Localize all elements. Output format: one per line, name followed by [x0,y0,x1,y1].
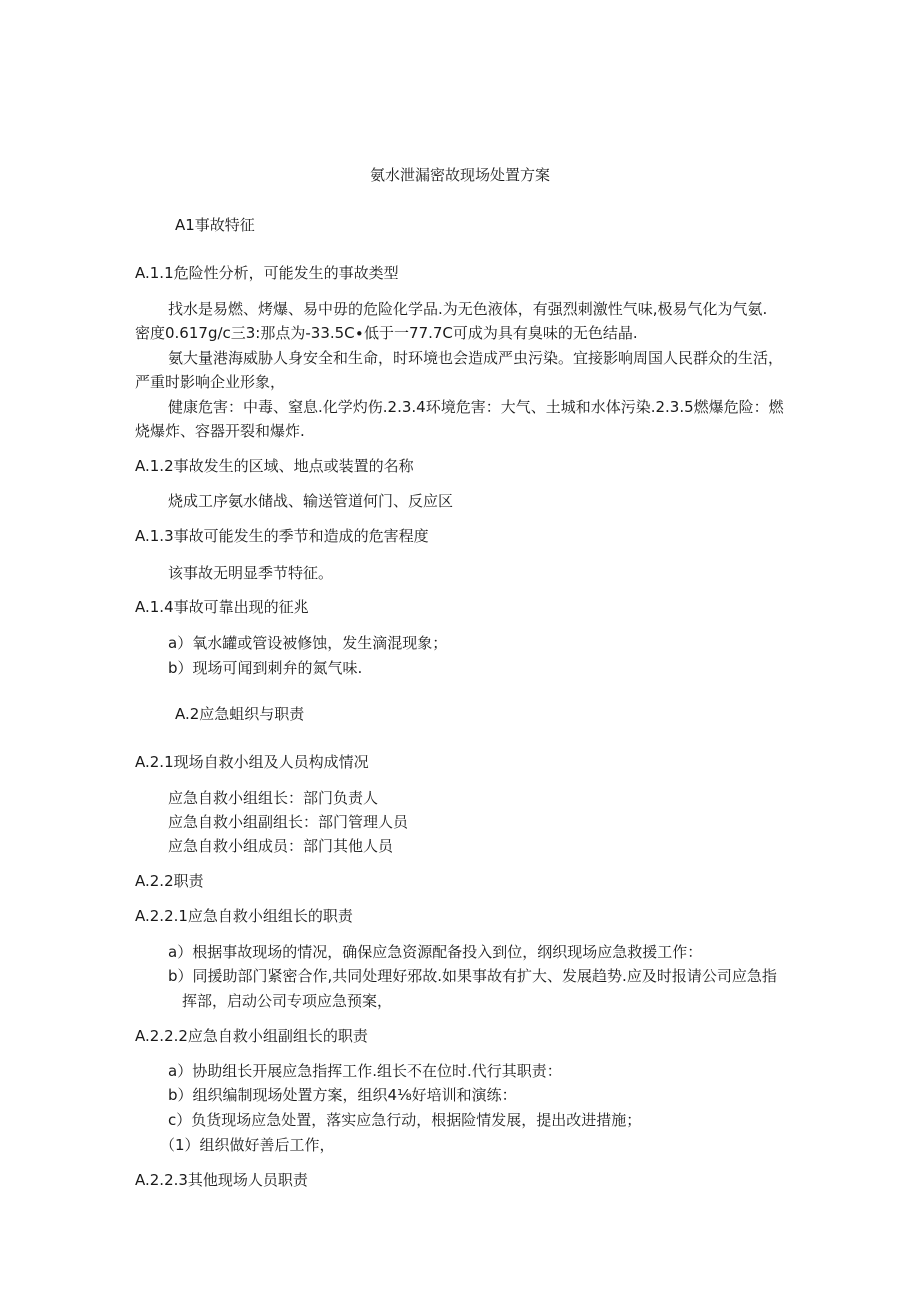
heading-a223: A.2.2.3其他现场人员职责 [135,1171,308,1189]
paragraph-line: 找水是易燃、烤爆、易中毋的危险化学品.为无色液体，有强烈刺激性气味,极易气化为气氨. [168,300,768,318]
heading-a221: A.2.2.1应急自救小组组长的职责 [135,907,353,925]
heading-a12: A.1.2事故发生的区域、地点或装置的名称 [135,457,414,475]
heading-a21: A.2.1现场自救小组及人员构成情况 [135,753,369,771]
heading-a222: A.2.2.2应急自救小组副组长的职责 [135,1027,368,1045]
paragraph-line: 严重时影响企业形象， [135,373,286,391]
section-heading-a1: A1事故特征 [175,216,255,234]
list-item-continuation: 挥部，启动公司专项应急预案， [182,992,393,1010]
paragraph-line: 健康危害：中毒、窒息.化学灼伤.2.3.4环境危害：大气、土城和水体污染.2.3.5燃爆危险：燃 [168,398,784,416]
heading-a22: A.2.2职责 [135,872,204,890]
heading-a11: A.1.1危险性分析，可能发生的事故类型 [135,264,399,282]
document-title: 氨水泄漏密故现场处置方案 [369,166,550,184]
heading-a14: A.1.4事故可靠出现的征兆 [135,598,309,616]
list-item: b）同援助部门紧密合作,共同处理好邪故.如果事故有扩大、发展趋势.应及时报请公司应急指 [168,967,777,985]
list-item: 应急自救小组副组长：部门管理人员 [168,813,409,831]
section-heading-a2: A.2应急蛆织与职责 [175,705,305,723]
list-item: b）组织编制现场处置方案，组织4⅛好培训和演练： [168,1086,517,1104]
list-item: 应急自救小组组长：部门负责人 [168,789,379,807]
paragraph-line: 氨大量港海威胁人身安全和生命，时环境也会造成严虫污染。宜接影响周国人民群众的生活， [168,349,784,367]
list-item: 应急自救小组成员：部门其他人员 [168,837,394,855]
list-item: （1）组织做好善后工作， [160,1136,335,1154]
list-item: b）现场可闻到刺弁的氮气味. [168,659,363,677]
paragraph-line: 该事故无明显季节特征。 [168,564,334,582]
list-item: a）协助组长开展应急指挥工作.组长不在位时.代行其职责： [168,1062,562,1080]
paragraph-line: 烧爆炸、容器开裂和爆炸. [135,422,305,440]
list-item: a）根据事故现场的情况，确保应急资源配备投入到位，纲织现场应急救援工作： [168,943,703,961]
list-item: a）氧水罐或管设被修蚀，发生滴混现象； [168,634,448,652]
heading-a13: A.1.3事故可能发生的季节和造成的危害程度 [135,527,429,545]
paragraph-line: 烧成工序氨水储战、输送管道何门、反应区 [168,492,454,510]
paragraph-line: 密度0.617g∕c三3:那点为-33.5C∙低于一77.7C可成为具有臭味的无色结晶. [135,324,638,342]
list-item: c）负货现场应急处置，落实应急行动，根据险情发展，提出改进措施； [168,1111,642,1129]
